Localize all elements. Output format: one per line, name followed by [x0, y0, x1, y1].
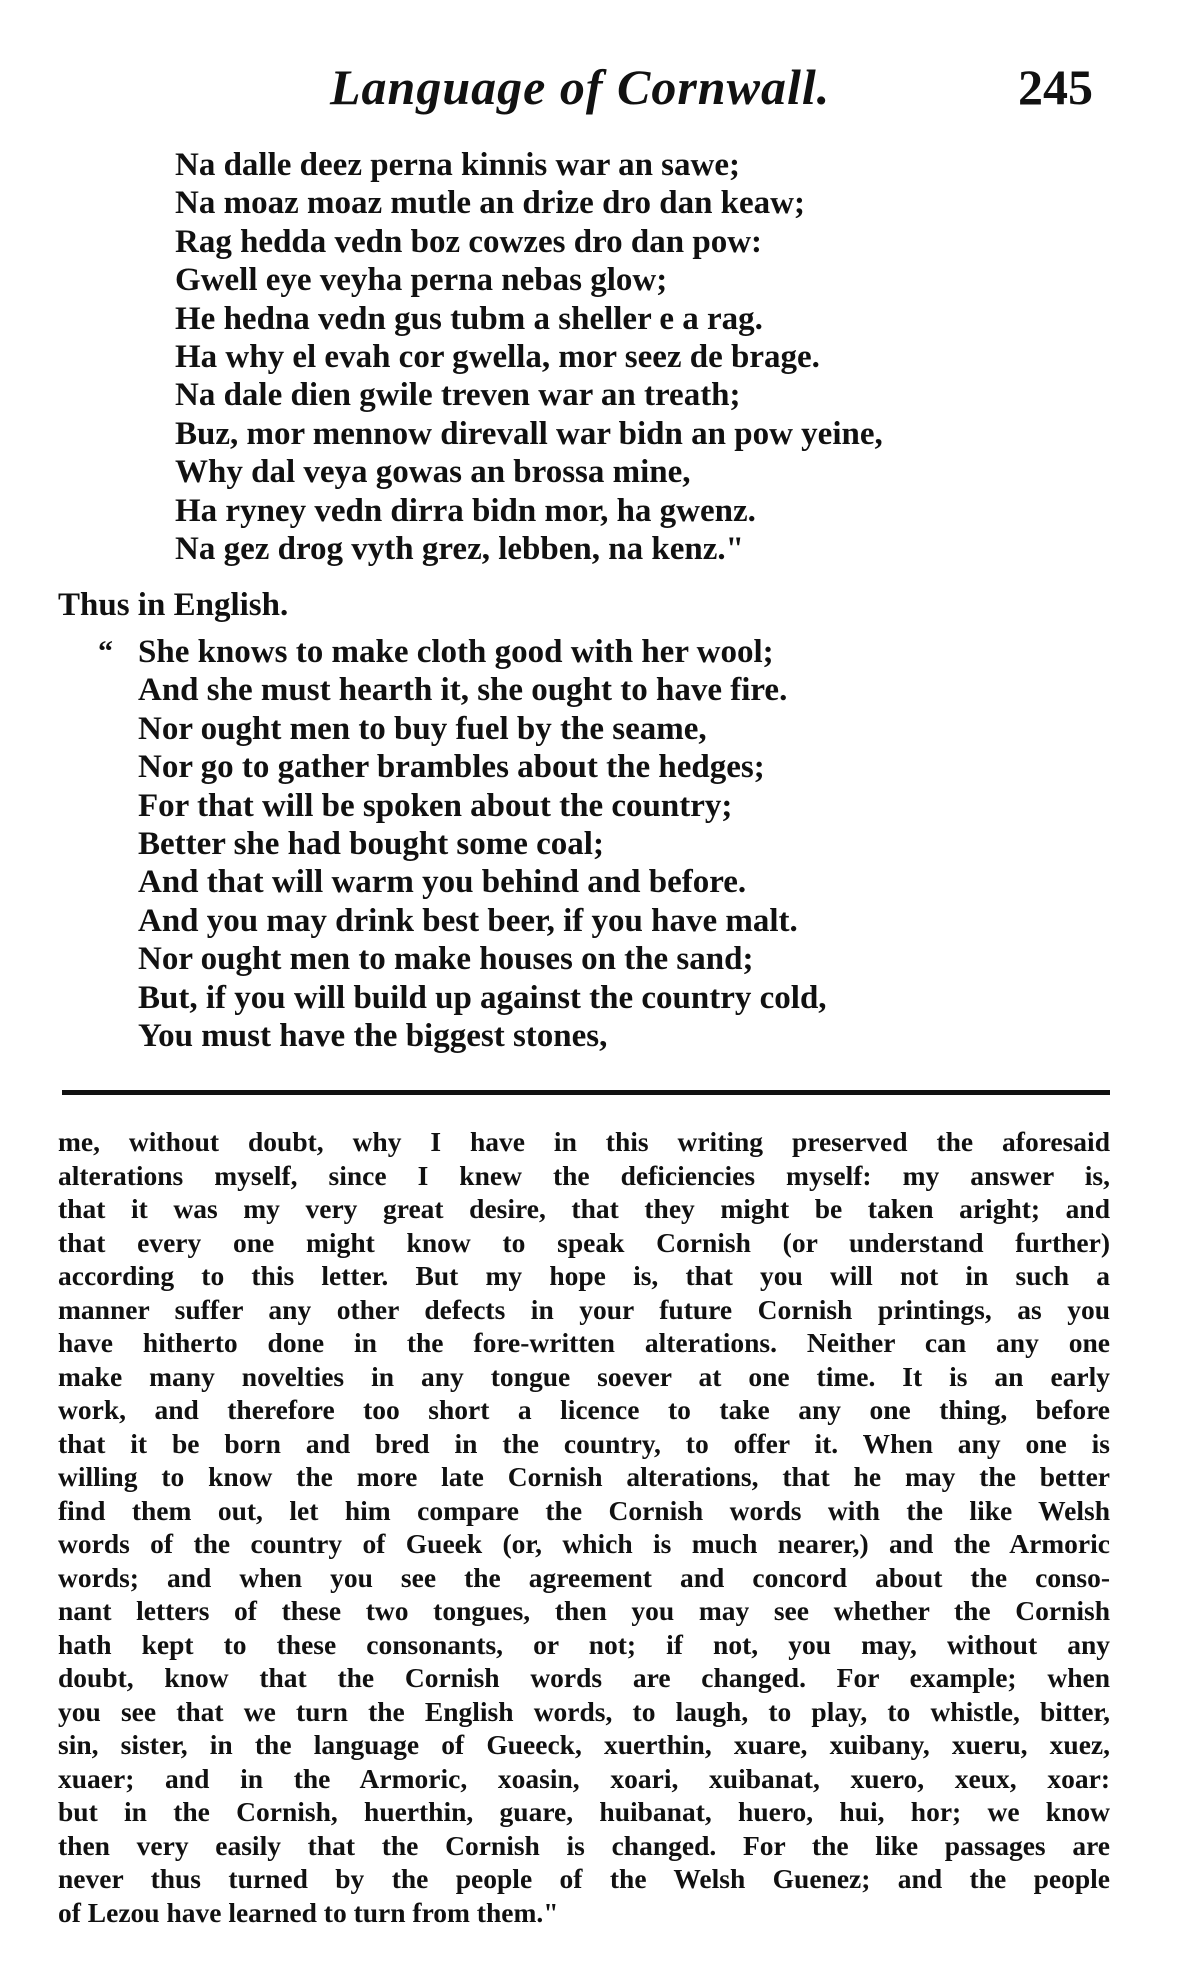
footnote-text — [58, 1125, 1110, 1929]
verse-line: Ha why el evah cor gwella, mor seez de brage. — [175, 338, 820, 375]
footnote-line: that every one might know to speak Cornish (or understand further) — [58, 1226, 1110, 1258]
footnote-line: according to this letter. But my hope is, that you will not in such a — [58, 1260, 1110, 1291]
verse-line: Gwell eye veyha perna nebas glow; — [175, 262, 668, 299]
verse-line: Na gez drog vyth grez, lebben, na kenz." — [175, 530, 744, 567]
footnote-line: xuaer; and in the Armoric, xoasin, xoari, xuibanat, xuero, xeux, xoar: — [58, 1762, 1110, 1794]
footnote-line: that it was my very great desire, that they might be taken aright; and — [58, 1193, 1110, 1224]
footnote-line: but in the Cornish, huerthin, guare, huibanat, huero, hui, hor; we know — [58, 1796, 1110, 1827]
footnote-line: that it be born and bred in the country, to offer it. When any one is — [58, 1427, 1110, 1459]
footnote-line: find them out, let him compare the Cornish words with the like Welsh — [58, 1494, 1110, 1526]
verse-line: Nor ought men to buy fuel by the seame, — [138, 710, 707, 747]
open-quote: “ — [98, 635, 113, 668]
verse-line: And you may drink best beer, if you have malt. — [138, 902, 798, 939]
verse-line: She knows to make cloth good with her wool; — [138, 634, 774, 670]
footnote-line: make many novelties in any tongue soever at one time. It is an early — [58, 1360, 1110, 1392]
footnote-line: sin, sister, in the language of Gueeck, xuerthin, xuare, xuibany, xueru, xuez, — [58, 1729, 1110, 1760]
footnote-line: work, and therefore too short a licence to take any one thing, before — [58, 1394, 1110, 1425]
verse-line: Better she had bought some coal; — [138, 825, 604, 862]
verse-line: You must have the biggest stones, — [138, 1017, 608, 1054]
footnote-rule — [62, 1090, 1110, 1095]
verse-line: And that will warm you behind and before. — [138, 864, 747, 901]
footnote-line: you see that we turn the English words, to laugh, to play, to whistle, bitter, — [58, 1695, 1110, 1727]
footnote-line: hath kept to these consonants, or not; if not, you may, without any — [58, 1628, 1110, 1660]
footnote-line: have hitherto done in the fore-written alterations. Neither can any one — [58, 1327, 1110, 1358]
verse-line: Nor go to gather brambles about the hedges; — [138, 749, 765, 786]
verse-line: And she must hearth it, she ought to have fire. — [138, 672, 788, 709]
verse-line: But, if you will build up against the country cold, — [138, 979, 827, 1016]
cornish-verse — [175, 146, 883, 568]
footnote-line: me, without doubt, why I have in this writing preserved the aforesaid — [58, 1126, 1110, 1157]
footnote-line: then very easily that the Cornish is changed. For the like passages are — [58, 1829, 1110, 1861]
footnote-line: alterations myself, since I knew the deficiencies myself: my answer is, — [58, 1159, 1110, 1191]
verse-line: He hedna vedn gus tubm a sheller e a rag. — [175, 300, 763, 337]
english-heading: Thus in English. — [58, 587, 289, 623]
running-title: Language of Cornwall. — [330, 59, 831, 115]
footnote-line: words; and when you see the agreement and concord about the conso- — [58, 1561, 1110, 1593]
verse-line: Na dalle deez perna kinnis war an sawe; — [175, 147, 740, 183]
footnote-line: words of the country of Gueek (or, which is much nearer,) and the Armoric — [58, 1528, 1110, 1559]
footnote-line: never thus turned by the people of the Welsh Guenez; and the people — [58, 1863, 1110, 1894]
footnote-line: doubt, know that the Cornish words are changed. For example; when — [58, 1662, 1110, 1693]
verse-line: Na dale dien gwile treven war an treath; — [175, 377, 741, 414]
verse-line: Nor ought men to make houses on the sand; — [138, 941, 754, 978]
verse-line: Na moaz moaz mutle an drize dro dan keaw; — [175, 185, 805, 222]
verse-line: Buz, mor mennow direvall war bidn an pow yeine, — [175, 415, 883, 452]
footnote-line: willing to know the more late Cornish alterations, that he may the better — [58, 1461, 1110, 1492]
verse-line: For that will be spoken about the country; — [138, 787, 733, 824]
verse-line: Why dal veya gowas an brossa mine, — [175, 454, 691, 491]
english-verse — [138, 633, 827, 1055]
verse-line: Ha ryney vedn dirra bidn mor, ha gwenz. — [175, 492, 756, 529]
verse-line: Rag hedda vedn boz cowzes dro dan pow: — [175, 223, 763, 260]
page-number: 245 — [1018, 59, 1093, 115]
footnote-line: of Lezou have learned to turn from them." — [58, 1896, 559, 1928]
footnote-line: manner suffer any other defects in your future Cornish printings, as you — [58, 1293, 1110, 1325]
running-head — [0, 58, 1187, 128]
footnote-line: nant letters of these two tongues, then you may see whether the Cornish — [58, 1595, 1110, 1626]
